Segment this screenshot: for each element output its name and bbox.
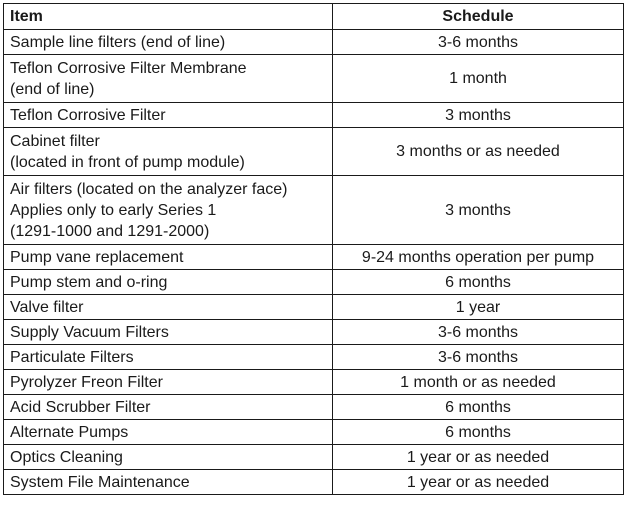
item-text: Sample line filters (end of line) [10,33,226,51]
item-cell: Supply Vacuum Filters [4,320,333,345]
item-cell [4,176,333,245]
table-row [4,30,624,55]
table-row [4,395,624,420]
table-row [4,245,624,270]
schedule-cell: 6 months [333,270,624,295]
schedule-cell: 1 month [333,55,624,103]
schedule-cell: 1 month or as needed [333,370,624,395]
item-cell [4,103,333,128]
item-cell: Pyrolyzer Freon Filter [4,370,333,395]
schedule-cell: 9-24 months operation per pump [333,245,624,270]
schedule-cell: 1 year or as needed [333,470,624,495]
item-cell: Acid Scrubber Filter [4,395,333,420]
maintenance-schedule-table [3,3,624,495]
schedule-cell: 6 months [333,395,624,420]
table-row [4,470,624,495]
header-item: Item [4,4,333,30]
table-row [4,420,624,445]
table-row [4,176,624,245]
item-cell [4,30,333,55]
table-row [4,128,624,176]
item-cell: System File Maintenance [4,470,333,495]
item-cell: Optics Cleaning [4,445,333,470]
item-text: (1291-1000 and 1291-2000) [10,222,210,240]
header-row [4,4,624,30]
schedule-cell: 1 year or as needed [333,445,624,470]
schedule-cell: 1 year [333,295,624,320]
item-text: Cabinet filter [10,132,100,150]
schedule-cell: 3-6 months [333,320,624,345]
item-cell [4,55,333,103]
schedule-cell: 3-6 months [333,345,624,370]
table-row [4,295,624,320]
schedule-cell: 3 months [333,103,624,128]
table-row [4,270,624,295]
item-text: (located in front of pump module) [10,153,245,171]
item-cell: Valve filter [4,295,333,320]
table-row [4,445,624,470]
item-text: (end of line) [10,80,95,98]
schedule-cell: 3-6 months [333,30,624,55]
schedule-cell: 3 months or as needed [333,128,624,176]
table-row [4,345,624,370]
item-text: Teflon Corrosive Filter Membrane [10,59,247,77]
schedule-cell: 6 months [333,420,624,445]
table-row [4,103,624,128]
item-text: Applies only to early Series 1 [10,201,217,219]
item-text: Air filters (located on the analyzer face) [10,180,288,198]
schedule-cell: 3 months [333,176,624,245]
table-row [4,370,624,395]
item-cell: Particulate Filters [4,345,333,370]
item-cell: Alternate Pumps [4,420,333,445]
item-cell: Pump vane replacement [4,245,333,270]
item-cell [4,128,333,176]
table-row [4,55,624,103]
table-row [4,320,624,345]
item-cell: Pump stem and o-ring [4,270,333,295]
header-schedule: Schedule [333,4,624,30]
item-text: Teflon Corrosive Filter [10,106,166,124]
